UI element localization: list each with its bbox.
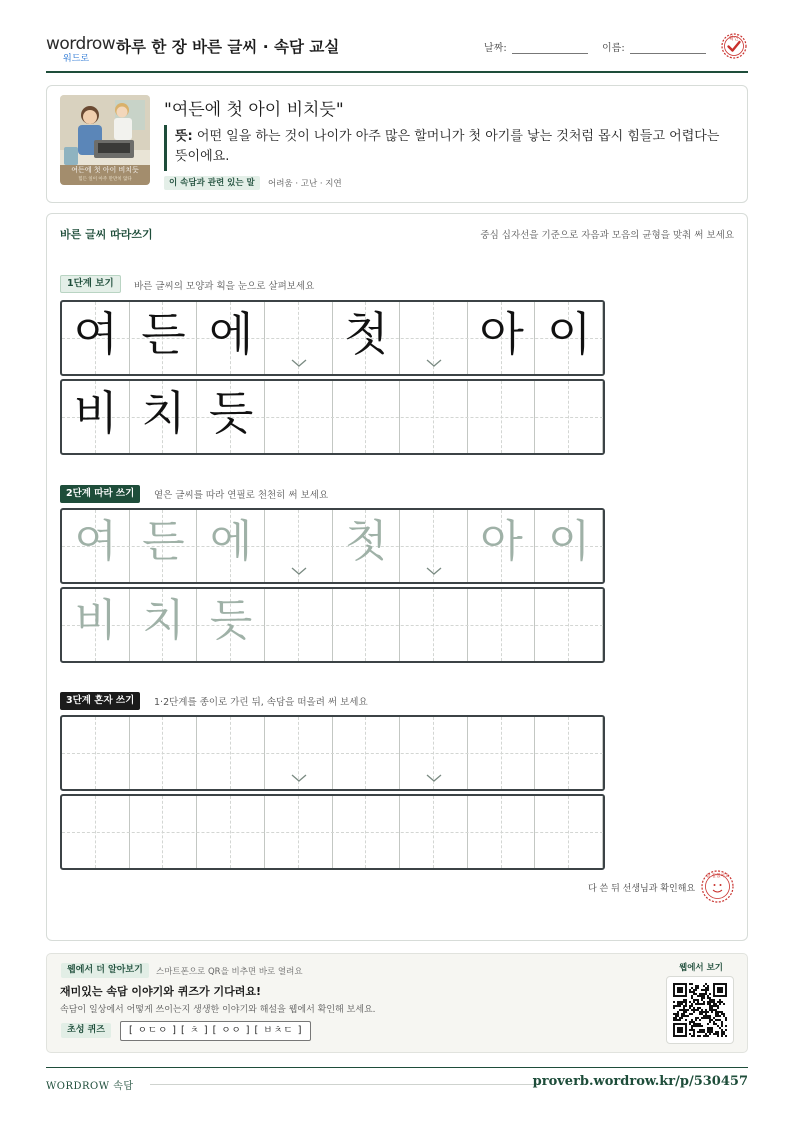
date-field[interactable]	[512, 53, 588, 54]
practice-character: 첫	[344, 307, 389, 361]
illustration-caption: 여든에 첫 아이 비치듯	[71, 166, 139, 174]
logo-sub: 워드로	[63, 54, 90, 64]
proverb-meaning	[175, 127, 725, 167]
grid-midline	[62, 832, 603, 833]
name-label: 이름:	[602, 43, 625, 54]
practice-character: 여	[73, 307, 119, 361]
practice-character: 아	[480, 516, 523, 567]
practice-character: 든	[142, 516, 185, 567]
practice-character: 듯	[209, 595, 253, 646]
step3-desc: 1·2단계를 종이로 가린 뒤, 속담을 떠올려 써 보세요	[154, 697, 368, 708]
illustration-subcaption: 힘든 일이 아주 만만치 않다	[78, 177, 132, 182]
confirm-text: 다 쓴 뒤 선생님과 확인해요	[588, 884, 696, 894]
page-title: 하루 한 장 바른 글씨 · 속담 교실	[116, 38, 340, 56]
space-mark-icon	[426, 359, 442, 368]
web-description: 속담이 일상에서 어떻게 쓰이는지 생생한 이야기와 해설을 웹에서 확인해 보세요.	[60, 1005, 376, 1015]
quiz-label: 초성 퀴즈	[61, 1023, 111, 1038]
grid-midline	[62, 753, 603, 754]
check-stamp-icon	[721, 33, 747, 59]
space-mark-icon	[291, 359, 307, 368]
confirm-stamp-text: 참 잘했어요	[706, 874, 730, 879]
qr-label: 웹에서 보기	[679, 963, 724, 973]
practice-character: 치	[141, 386, 186, 440]
web-headline: 재미있는 속담 이야기와 퀴즈가 기다려요!	[60, 985, 261, 998]
name-field[interactable]	[630, 53, 706, 54]
header-rule	[46, 71, 748, 73]
practice-character: 첫	[345, 516, 388, 567]
step1-desc: 바른 글씨의 모양과 획을 눈으로 살펴보세요	[134, 281, 315, 292]
practice-character: 이	[547, 516, 591, 567]
space-mark-icon	[291, 567, 307, 576]
related-words: 어려움 · 고난 · 지연	[268, 179, 342, 189]
step2-desc: 옅은 글씨를 따라 연필로 천천히 써 보세요	[154, 490, 329, 501]
qr-code-icon[interactable]	[666, 976, 734, 1044]
practice-title: 바른 글씨 따라쓰기	[60, 228, 153, 241]
meaning-bar	[164, 125, 167, 171]
footer-url[interactable]: proverb.wordrow.kr/p/530457	[532, 1074, 748, 1089]
writing-row	[60, 587, 605, 663]
practice-character: 여	[74, 516, 118, 567]
meaning-text: 어떤 일을 하는 것이 나이가 아주 많은 할머니가 첫 아기를 낳는 것처럼 몹시 힘들고 어렵다는 뜻이에요.	[175, 129, 720, 164]
web-sub: 스마트폰으로 QR을 비추면 바로 열려요	[156, 967, 303, 977]
web-badge: 웹에서 더 알아보기	[61, 963, 149, 978]
step2-badge: 2단계 따라 쓰기	[60, 485, 140, 503]
step3-badge: 3단계 혼자 쓰기	[60, 692, 140, 710]
footer-brand: WORDROW 속담	[46, 1081, 134, 1092]
footer-divider	[150, 1084, 538, 1085]
proverb-illustration	[60, 95, 150, 185]
practice-character: 에	[209, 516, 253, 567]
practice-character: 비	[74, 595, 118, 646]
footer-rule	[46, 1067, 748, 1068]
space-mark-icon	[426, 774, 442, 783]
practice-character: 이	[546, 307, 592, 361]
related-label: 이 속담과 관련 있는 말	[164, 176, 260, 190]
proverb-title: "여든에 첫 아이 비치듯"	[164, 100, 344, 120]
writing-row	[60, 379, 605, 455]
practice-character: 아	[479, 307, 524, 361]
meaning-label: 뜻:	[175, 129, 193, 144]
confirm-stamp-icon	[701, 870, 734, 903]
quiz-value: [ ㅇㄷㅇ ] [ ㅊ ] [ ㅇㅇ ] [ ㅂㅊㄷ ]	[120, 1021, 311, 1041]
practice-character: 치	[142, 595, 185, 646]
date-label: 날짜:	[484, 43, 507, 54]
space-mark-icon	[291, 774, 307, 783]
space-mark-icon	[426, 567, 442, 576]
practice-character: 에	[208, 307, 254, 361]
writing-row	[60, 508, 605, 584]
practice-note: 중심 십자선을 기준으로 자음과 모음의 균형을 맞춰 써 보세요	[480, 230, 734, 241]
writing-row	[60, 300, 605, 376]
writing-row[interactable]	[60, 794, 605, 870]
writing-row[interactable]	[60, 715, 605, 791]
step1-badge: 1단계 보기	[60, 275, 121, 293]
check-stamp-text: 확인	[729, 36, 739, 42]
logo-text: wordrow	[46, 34, 116, 54]
practice-character: 든	[141, 307, 186, 361]
practice-character: 듯	[208, 386, 254, 440]
practice-character: 비	[73, 386, 119, 440]
